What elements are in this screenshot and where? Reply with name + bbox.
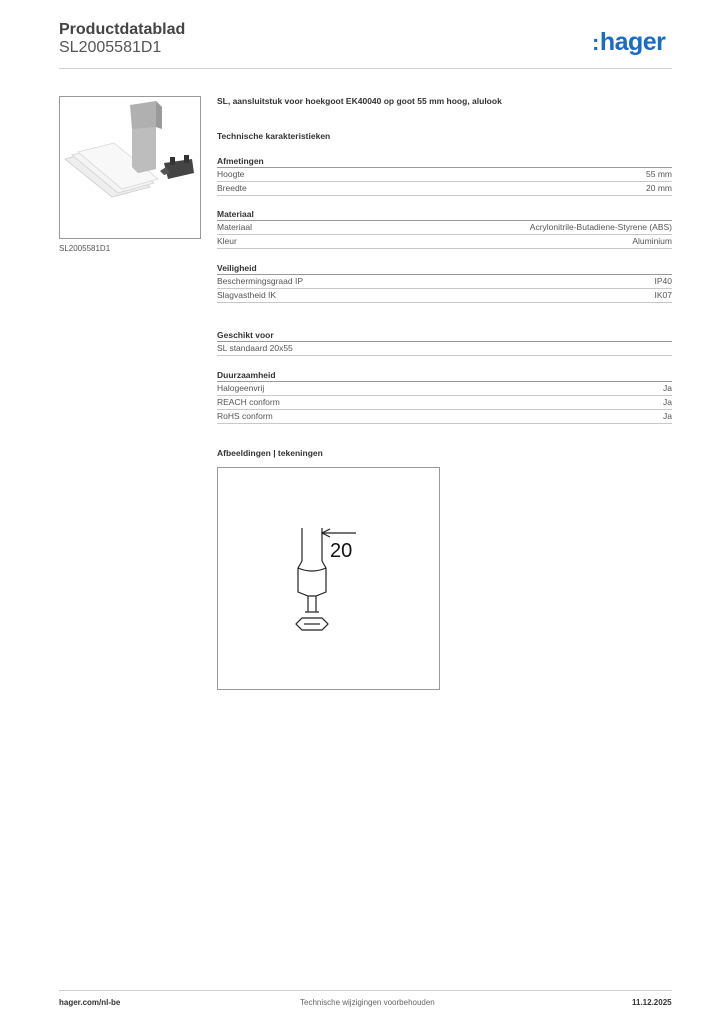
spec-row [217, 410, 672, 424]
page-title: Productdatablad [59, 21, 186, 38]
footer-note: Technische wijzigingen voorbehouden [300, 998, 435, 1007]
spec-value: Ja [663, 397, 672, 407]
spec-section-geschikt-voor [217, 329, 672, 356]
connector-illustration [130, 101, 162, 173]
spec-label: Beschermingsgraad IP [217, 276, 303, 286]
spec-row [217, 275, 672, 289]
spec-label: Materiaal [217, 222, 252, 232]
spec-row [217, 235, 672, 249]
spec-label: Breedte [217, 183, 247, 193]
spec-value: IP40 [654, 276, 672, 286]
photo-caption: SL2005581D1 [59, 244, 111, 253]
drawings-heading: Afbeeldingen | tekeningen [217, 448, 323, 458]
product-photo [59, 96, 201, 239]
hager-logo: :hager [592, 28, 666, 56]
spec-label: Halogeenvrij [217, 383, 265, 393]
footer-website[interactable]: hager.com/nl-be [59, 998, 121, 1007]
spec-label: REACH conform [217, 397, 280, 407]
technical-heading: Technische karakteristieken [217, 131, 331, 141]
spec-label: Kleur [217, 236, 237, 246]
technical-drawing [217, 467, 440, 690]
section-title: Geschikt voor [217, 329, 672, 342]
clip-illustration [160, 155, 194, 179]
spec-value: Ja [663, 411, 672, 421]
product-code: SL2005581D1 [59, 39, 162, 56]
spec-row [217, 396, 672, 410]
footer-divider [59, 990, 672, 991]
spec-row [217, 382, 672, 396]
spec-section-afmetingen [217, 155, 672, 196]
spec-value: Acrylonitrile-Butadiene-Styrene (ABS) [529, 222, 672, 232]
spec-label: Hoogte [217, 169, 245, 179]
spec-label: SL standaard 20x55 [217, 343, 293, 353]
logo-text: hager [599, 28, 666, 56]
spec-section-materiaal [217, 208, 672, 249]
section-title: Veiligheid [217, 262, 672, 275]
spec-value: Ja [663, 383, 672, 393]
spec-value: IK07 [654, 290, 672, 300]
spec-label: Slagvastheid IK [217, 290, 277, 300]
header-divider [59, 68, 672, 69]
spec-section-duurzaamheid [217, 369, 672, 424]
spec-row [217, 221, 672, 235]
spec-label: RoHS conform [217, 411, 273, 421]
footer-date: 11.12.2025 [632, 998, 672, 1007]
section-title: Materiaal [217, 208, 672, 221]
spec-value: 20 mm [646, 183, 672, 193]
product-description: SL, aansluitstuk voor hoekgoot EK40040 op goot 55 mm hoog, alulook [217, 96, 502, 106]
spec-row [217, 289, 672, 303]
spec-section-veiligheid [217, 262, 672, 303]
dimension-label: 20 [330, 540, 353, 562]
spec-value: 55 mm [646, 169, 672, 179]
spec-row [217, 182, 672, 196]
spec-value: Aluminium [632, 236, 672, 246]
spec-row [217, 342, 672, 356]
section-title: Afmetingen [217, 155, 672, 168]
section-title: Duurzaamheid [217, 369, 672, 382]
spec-row [217, 168, 672, 182]
